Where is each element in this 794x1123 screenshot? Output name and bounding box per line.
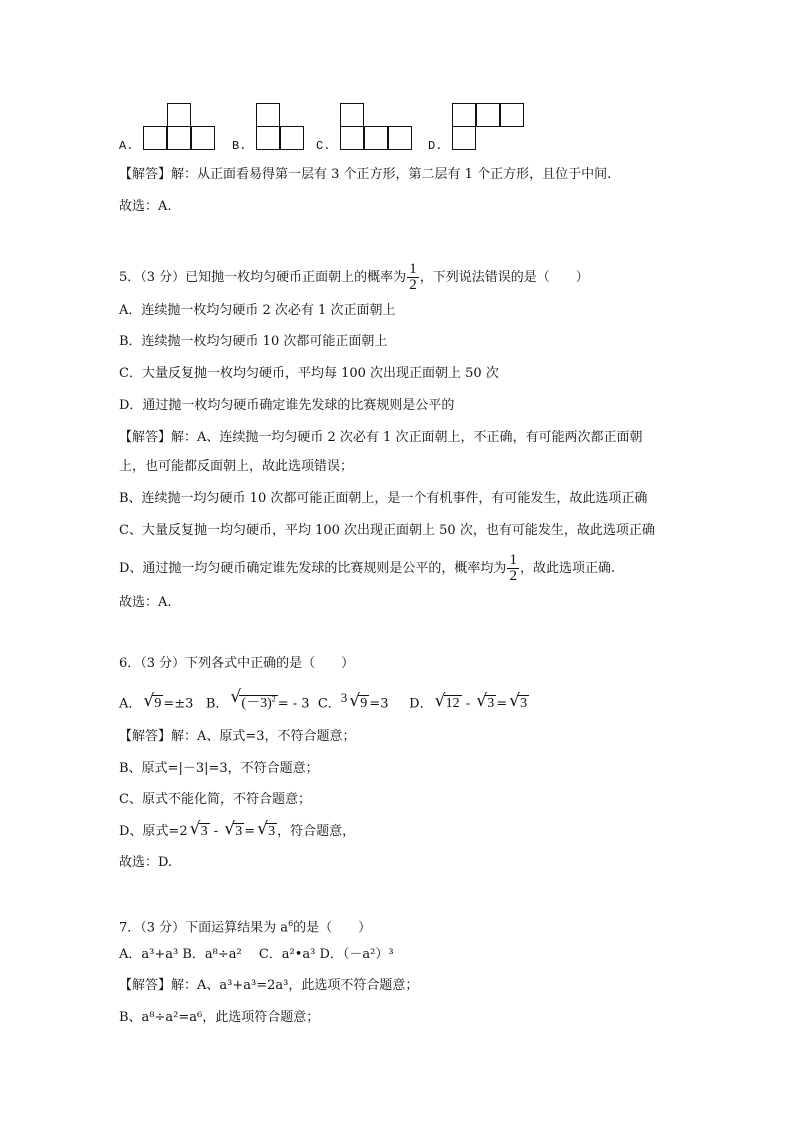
sqrt-icon: √ 3 — [224, 819, 243, 839]
q5-stem-text: 5．（3 分）已知抛一枚均匀硬币正面朝上的概率为 — [119, 270, 407, 285]
option-c-label: C. — [316, 139, 331, 153]
radicand: 3 — [520, 696, 528, 712]
q5-answer-text: D、通过抛一均匀硬币确定谁先发球的比赛规则是公平的，概率均为 — [119, 561, 507, 576]
equals: = — [244, 824, 256, 839]
q4-answer: 【解答】解：从正面看易得第一层有 3 个正方形，第二层有 1 个正方形，且位于中间. — [119, 167, 612, 182]
q7-options: A．a³+a³ B．a⁸÷a² C．a²•a³ D．（－a²）³ — [119, 947, 394, 962]
q7-answer-line1: 【解答】解：A、a³+a³=2a³，此选项不符合题意； — [119, 978, 419, 993]
radicand: 12 — [445, 696, 460, 712]
radicand: 9 — [154, 696, 162, 712]
exponent: 6 — [288, 919, 294, 928]
q7-stem-text: 7．（3 分）下面运算结果为 a — [119, 920, 289, 936]
q5-fraction — [407, 262, 419, 293]
radicand: 9 — [360, 696, 368, 712]
q6-c-value: =3 — [369, 696, 389, 712]
option-d-label: D. — [428, 139, 443, 153]
frac-denominator: 2 — [409, 277, 417, 293]
exponent: 2 — [271, 694, 276, 704]
q6-a-label: A． — [119, 696, 142, 712]
minus: - — [461, 696, 475, 712]
sqrt-icon: √ 3 — [509, 691, 528, 712]
radicand: 3 — [235, 824, 243, 839]
q5-option-a: A．连续抛一枚均匀硬币 2 次必有 1 次正面朝上 — [119, 303, 396, 318]
q5-choice: 故选：A. — [119, 595, 172, 610]
q6-choice: 故选：D. — [119, 855, 173, 870]
frac-denominator: 2 — [509, 568, 517, 584]
q7-stem — [119, 914, 371, 938]
q6-answer-line2: B、原式=|－3|=3，不符合题意； — [119, 761, 319, 776]
q5-answer-fraction — [507, 553, 519, 584]
q6-ans-text: D、原式=2 — [119, 824, 188, 839]
q5-answer-tail: ，故此选项正确. — [519, 561, 616, 576]
q6-answer-line1: 【解答】解：A、原式=3，不符合题意； — [119, 729, 356, 744]
q7-answer-line2: B、a⁸÷a²=a⁶，此选项符合题意； — [119, 1010, 320, 1025]
q5-option-c: C．大量反复抛一枚均匀硬币，平均每 100 次出现正面朝上 50 次 — [119, 366, 499, 381]
option-a-label: A. — [119, 139, 134, 153]
q5-answer-line1: 【解答】解：A、连续抛一均匀硬币 2 次必有 1 次正面朝上，不正确，有可能两次都正面朝 — [119, 430, 643, 445]
radicand: 3 — [268, 824, 276, 839]
q5-answer-line2: 上，也可能都反面朝上，故此选项错误； — [119, 459, 354, 474]
q7-stem-tail: 的是（ ） — [293, 920, 372, 936]
q6-options — [119, 688, 529, 714]
frac-numerator: 1 — [509, 552, 517, 568]
frac-numerator: 1 — [409, 261, 417, 277]
option-b-label: B. — [232, 139, 247, 153]
cbrt-icon: √ 9 — [349, 691, 368, 712]
minus: - — [209, 824, 223, 839]
q5-stem-tail: ，下列说法错误的是（ ） — [419, 270, 589, 285]
sqrt-icon: √ 3 — [257, 819, 276, 839]
q4-choice: 故选：A. — [119, 199, 172, 214]
q6-b-value: = - 3 — [277, 696, 310, 712]
sqrt-icon: √ 12 — [434, 691, 460, 712]
q5-answer-line5 — [119, 553, 615, 584]
q5-option-d: D．通过抛一枚均匀硬币确定谁先发球的比赛规则是公平的 — [119, 398, 455, 413]
q6-a-value: =±3 — [163, 696, 194, 712]
sqrt-icon: √ $(-3)^2$ — [230, 686, 276, 712]
q6-stem: 6．（3 分）下列各式中正确的是（ ） — [119, 656, 355, 671]
q5-option-b: B．连续抛一枚均匀硬币 10 次都可能正面朝上 — [119, 334, 388, 349]
q6-answer-line4 — [119, 819, 356, 842]
q6-c-label: C． — [317, 696, 341, 712]
sqrt-icon: √ 3 — [476, 691, 495, 712]
sqrt-icon: √ 9 — [143, 691, 162, 712]
radicand: 3 — [487, 696, 495, 712]
q6-b-label: B． — [205, 696, 229, 712]
sqrt-icon: √ 3 — [189, 819, 208, 839]
equals: = — [496, 696, 508, 712]
q5-answer-line3: B、连续抛一均匀硬币 10 次都可能正面朝上，是一个有机事件，有可能发生，故此选项正确 — [119, 491, 648, 506]
q5-stem — [119, 262, 589, 293]
radicand: 3 — [200, 824, 208, 839]
q6-ans-tail: ，符合题意， — [277, 824, 356, 839]
root-index: 3 — [340, 690, 348, 705]
q5-answer-line4: C、大量反复抛一均匀硬币，平均 100 次出现正面朝上 50 次，也有可能发生，故此选项正确 — [119, 523, 655, 538]
q6-d-label: D． — [409, 696, 433, 712]
q6-answer-line3: C、原式不能化简，不符合题意； — [119, 792, 311, 807]
radicand: (－3) — [241, 696, 272, 712]
